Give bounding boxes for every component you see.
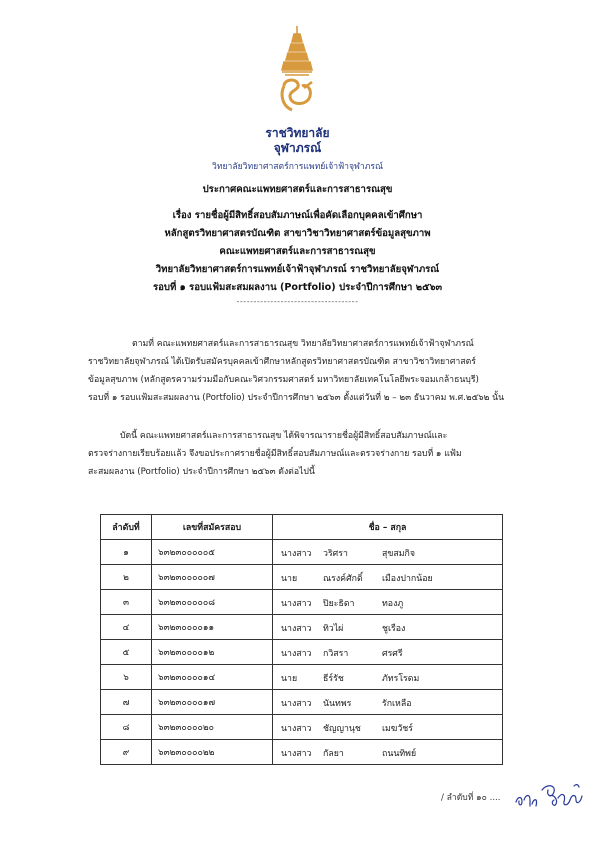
row-application-number: ๖๓๒๓๐๐๐๐๐๘ [152, 590, 273, 615]
last-name: เมฆวัชร์ [382, 724, 413, 734]
name-prefix: นางสาว [281, 699, 312, 709]
name-prefix: นางสาว [281, 624, 312, 634]
table-row [101, 665, 503, 690]
college-name: วิทยาลัยวิทยาศาสตร์การแพทย์เจ้าฟ้าจุฬาภรณ์ [212, 162, 383, 172]
name-prefix: นางสาว [281, 749, 312, 759]
row-name [273, 715, 503, 740]
last-name: สุขสมกิจ [382, 549, 416, 559]
paragraph2-line1: บัดนี้ คณะแพทยศาสตร์และการสาธารณสุข ได้พิจารณารายชื่อผู้มีสิทธิ์สอบสัมภาษณ์และ [120, 431, 448, 441]
row-name [273, 740, 503, 765]
last-name: ทองภู [382, 599, 404, 609]
row-order: ๖ [101, 665, 152, 690]
table-row [101, 590, 503, 615]
first-name: กัลยา [323, 749, 344, 759]
row-application-number: ๖๓๒๓๐๐๐๐๑๔ [152, 665, 273, 690]
row-order: ๑ [101, 540, 152, 565]
first-name: นันทพร [323, 699, 352, 709]
row-application-number: ๖๓๒๓๐๐๐๐๒๒ [152, 740, 273, 765]
paragraph1-line4: รอบที่ ๑ รอบแฟ้มสะสมผลงาน (Portfolio) ประจำปีการศึกษา ๒๕๖๓ ตั้งแต่วันที่ ๒ – ๒๓ ธันวาคม พ.ศ.๒๕๖๒ นั้น [88, 393, 505, 403]
paragraph1-line1: ตามที่ คณะแพทยศาสตร์และการสาธารณสุข วิทยาลัยวิทยาศาสตร์การแพทย์เจ้าฟ้าจุฬาภรณ์ [132, 339, 474, 349]
row-order: ๗ [101, 690, 152, 715]
header-full-name: ชื่อ – สกุล [273, 515, 503, 540]
first-name: ทิวไผ่ [323, 624, 344, 634]
paragraph1-line3: ข้อมูลสุขภาพ (หลักสูตรความร่วมมือกับคณะวิศวกรรมศาสตร์ มหาวิทยาลัยเทคโนโลยีพระจอมเกล้าธนบุรี) [88, 375, 479, 385]
row-name [273, 640, 503, 665]
row-name [273, 540, 503, 565]
row-order: ๘ [101, 715, 152, 740]
name-prefix: นาย [281, 574, 298, 584]
name-prefix: นางสาว [281, 724, 312, 734]
announcement-subject-line3: คณะแพทยศาสตร์และการสาธารณสุข [219, 246, 376, 257]
first-name: ณรงค์ศักดิ์ [323, 574, 363, 584]
last-name: ภัทรโรดม [382, 674, 420, 684]
paragraph2-line2: ตรวจร่างกายเรียบร้อยแล้ว จึงขอประกาศรายชื่อผู้มีสิทธิ์สอบสัมภาษณ์และตรวจร่างกาย รอบที่ ๑ แฟ้ม [88, 449, 462, 459]
row-application-number: ๖๓๒๓๐๐๐๐๒๐ [152, 715, 273, 740]
first-name: ธีร์รัช [323, 674, 344, 684]
row-order: ๓ [101, 590, 152, 615]
table-row [101, 615, 503, 640]
first-name: วริศรา [323, 549, 348, 559]
university-name-line2: จุฬาภรณ์ [273, 141, 322, 155]
first-name: ชัญญานุช [323, 724, 361, 734]
announcement-subject-line4: วิทยาลัยวิทยาศาสตร์การแพทย์เจ้าฟ้าจุฬาภรณ์ ราชวิทยาลัยจุฬาภรณ์ [155, 264, 440, 275]
row-name [273, 615, 503, 640]
row-order: ๙ [101, 740, 152, 765]
table-row [101, 640, 503, 665]
row-name [273, 665, 503, 690]
table-row [101, 740, 503, 765]
candidate-table [100, 514, 503, 765]
first-name: ปิยะธิดา [323, 599, 355, 609]
name-prefix: นางสาว [281, 549, 312, 559]
header-order: ลำดับที่ [101, 515, 152, 540]
row-application-number: ๖๓๒๓๐๐๐๐๑๒ [152, 640, 273, 665]
table-row [101, 715, 503, 740]
row-name [273, 590, 503, 615]
name-prefix: นาย [281, 674, 298, 684]
university-name-line1: ราชวิทยาลัย [265, 126, 330, 140]
paragraph1-line2: ราชวิทยาลัยจุฬาภรณ์ ได้เปิดรับสมัครบุคคลเข้าศึกษาหลักสูตรวิทยาศาสตรบัณฑิต สาขาวิชาวิทยาศาสตร์ [88, 357, 476, 367]
row-application-number: ๖๓๒๓๐๐๐๐๑๗ [152, 690, 273, 715]
institution-logo [262, 24, 332, 124]
announcement-issuer: ประกาศคณะแพทยศาสตร์และการสาธารณสุข [202, 184, 393, 195]
table-row [101, 690, 503, 715]
announcement-subject-line1: เรื่อง รายชื่อผู้มีสิทธิ์สอบสัมภาษณ์เพื่อคัดเลือกบุคคลเข้าศึกษา [172, 210, 423, 221]
table-header-row [101, 515, 503, 540]
first-name: กวิสรา [323, 649, 349, 659]
row-order: ๕ [101, 640, 152, 665]
paragraph2-line3: สะสมผลงาน (Portfolio) ประจำปีการศึกษา ๒๕๖๓ ดังต่อไปนี้ [88, 467, 315, 477]
last-name: รักเหลือ [382, 699, 412, 709]
row-application-number: ๖๓๒๓๐๐๐๐๐๕ [152, 540, 273, 565]
name-prefix: นางสาว [281, 649, 312, 659]
table-row [101, 540, 503, 565]
row-order: ๒ [101, 565, 152, 590]
name-prefix: นางสาว [281, 599, 312, 609]
row-name [273, 690, 503, 715]
row-application-number: ๖๓๒๓๐๐๐๐๐๗ [152, 565, 273, 590]
row-application-number: ๖๓๒๓๐๐๐๐๑๑ [152, 615, 273, 640]
last-name: เมืองปากน้อย [382, 574, 433, 584]
row-order: ๔ [101, 615, 152, 640]
announcement-subject-line2: หลักสูตรวิทยาศาสตรบัณฑิต สาขาวิชาวิทยาศาสตร์ข้อมูลสุขภาพ [164, 228, 431, 239]
row-name [273, 565, 503, 590]
announcement-subject-line5: รอบที่ ๑ รอบแฟ้มสะสมผลงาน (Portfolio) ประจำปีการศึกษา ๒๕๖๓ [152, 282, 443, 293]
continued-note: / ลำดับที่ ๑๐ .... [441, 793, 501, 803]
table-row [101, 565, 503, 590]
handwritten-signature [512, 776, 587, 816]
header-application-number: เลขที่สมัครสอบ [152, 515, 273, 540]
last-name: ถนนทิพย์ [382, 749, 417, 759]
last-name: ศรศรี [382, 649, 403, 659]
last-name: ชูเรือง [382, 624, 406, 634]
section-divider: ------------------------------------ [236, 297, 359, 306]
